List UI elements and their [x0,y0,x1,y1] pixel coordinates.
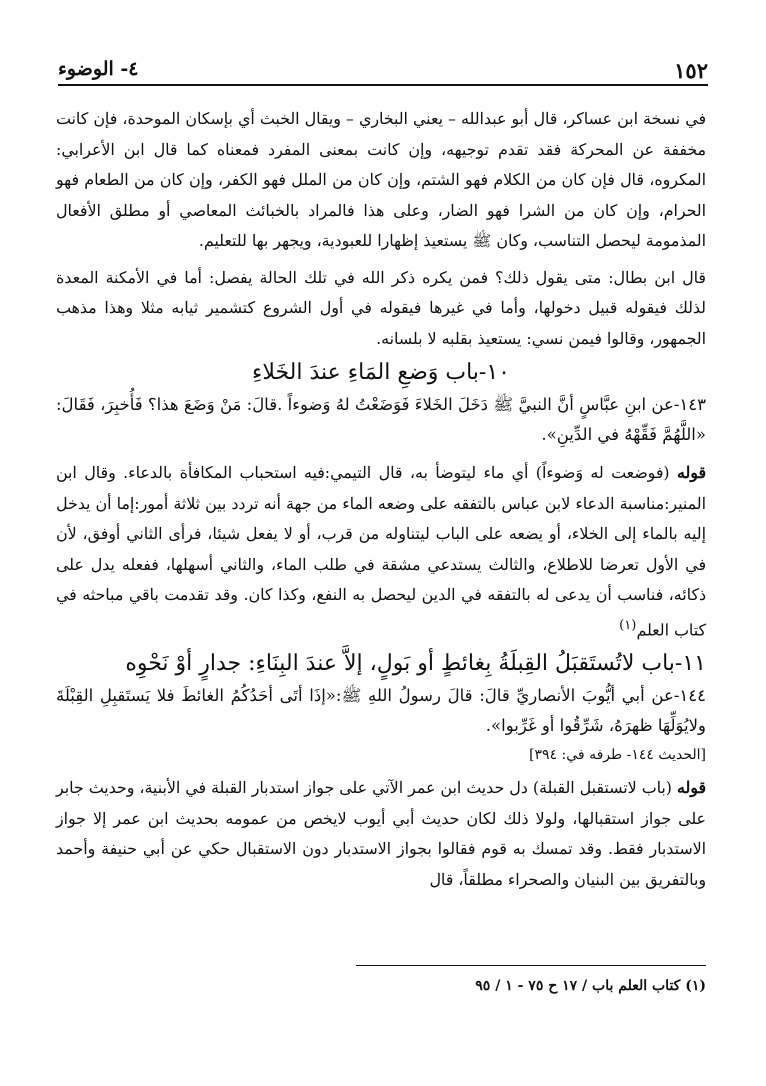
bab-11-title: ١١-باب لاتُستَقبَلُ القِبلَةُ بِغائطٍ أو بَولٍ، إلاَّ عندَ البِنَاءِ: جدارٍ أوْ نَحْوِه [125,651,706,677]
page-header [58,52,708,86]
page-number: ١٥٢ [674,58,708,83]
hadith-reference: [الحديث ١٤٤- طرفه في: ٣٩٤] [529,747,706,764]
bab-10-title: ١٠-باب وَضعِ المَاءِ عندَ الخَلاءِ [252,360,510,385]
commentary-144 [56,773,706,895]
footnote: (١) كتاب العلم باب / ١٧ ح ٧٥ - ١ / ٩٥ [475,978,706,994]
commentary-text: (باب لاتستقبل القبلة) دل حديث ابن عمر الآتي على جواز استدبار القبلة في الأبنية، وحديث جابر على جواز استقبالها، ولولا ذلك لكان حديث أبي أيوب لايخص من عمومه بحديث ابن عمر إلا جواز الاستدبار فقط. وقد تمسك به قوم فقالوا بجواز الاستدبار دون الاستقبال حكي عن أبي حنيفة وأحمد وبالتفريق بين البنيان والصحراء مطلقاً، قال [56,778,706,889]
commentary-lead: قوله [677,778,706,798]
hadith-143: ١٤٣-عن ابنِ عبَّاسٍ أنَّ النبيَّ ﷺ دَخَلَ الخَلاءَ فَوَضَعْتُ لهُ وَضوءاً .قالَ: مَنْ وَضَعَ هذا؟ فَأُخبِرَ، فَقَالَ: «اللَّهُمَّ فَقِّهْهُ في الدِّينِ». [56,395,706,444]
footnote-divider [356,965,706,966]
chapter-title: ٤- الوضوء [58,58,139,80]
footnote-marker: (١) [619,617,637,633]
spacer [56,450,706,458]
page-body [56,104,706,895]
commentary-text: (فوضعت له وَضوءاً) أي ماء ليتوضأ به، قال التيمي:فيه استحباب المكافأة بالدعاء. وقال ابن المنير:مناسبة الدعاء لابن عباس بالتفقه على وضعه الماء من جهة أنه تردد بين ثلاثة أمور:إما أن يدخل إليه بالماء إلى الخلاء، أو يضعه على الباب ليتناوله من قرب، أو لا يفعل شيئا، فرأى الثاني أوفق، لأن في الأول تعرضا للاطلاع، والثالث يستدعي مشقة في طلب الماء، والثاني أسهلها، ففعله يدل على ذكائه، فناسب أن يدعى له بالتفقه في الدين ليحصل به النفع، وكذا كان. وقد تقدمت باقي مباحثه في كتاب العلم [56,463,706,639]
commentary-143 [56,458,706,645]
paragraph-2: قال ابن بطال: متى يقول ذلك؟ فمن يكره ذكر الله في تلك الحالة يفصل: أما في الأمكنة المعدة لذلك فيقوله قبيل دخولها، وأما في غيرها فيقوله في أول الشروع كتشمير ثيابه مثلا وهذا مذهب الجمهور، وقالوا فيمن نسي: يستعيذ بقلبه لا بلسانه. [56,267,706,348]
paragraph-1: في نسخة ابن عساكر، قال أبو عبدالله – يعني البخاري – ويقال الخبث أي بإسكان الموحدة، فإن كانت مخففة عن المحركة فقد تقدم توجيهه، وإن كانت بمعنى المفرد فمعناه كما قال ابن الأعرابي: المكروه، قال فإن كان من الكلام فهو الشتم، وإن كان من الملل فهو الكفر، وإن كان من الطعام فهو الحرام، وإن كان من الشرا فهو الضار، وعلى هذا فالمراد بالخبائث المعاصي أو مطلق الأفعال المذمومة ليحصل التناسب، وكان ﷺ يستعيذ إظهارا للعبودية، ويجهر بها للتعليم. [56,109,706,250]
commentary-lead: قوله [677,463,707,482]
hadith-144: ١٤٤-عن أبي أيُّوبَ الأنصاريِّ قالَ: قالَ رسولُ اللهِ ﷺ:«إذَا أتَى أحَدُكُمُ الغائطَ فلا يَستَقبِلِ القِبْلَةَ ولايُوَلِّهَا ظهرَهُ، شَرِّقُوا أو غَرِّبوا». [56,686,706,736]
